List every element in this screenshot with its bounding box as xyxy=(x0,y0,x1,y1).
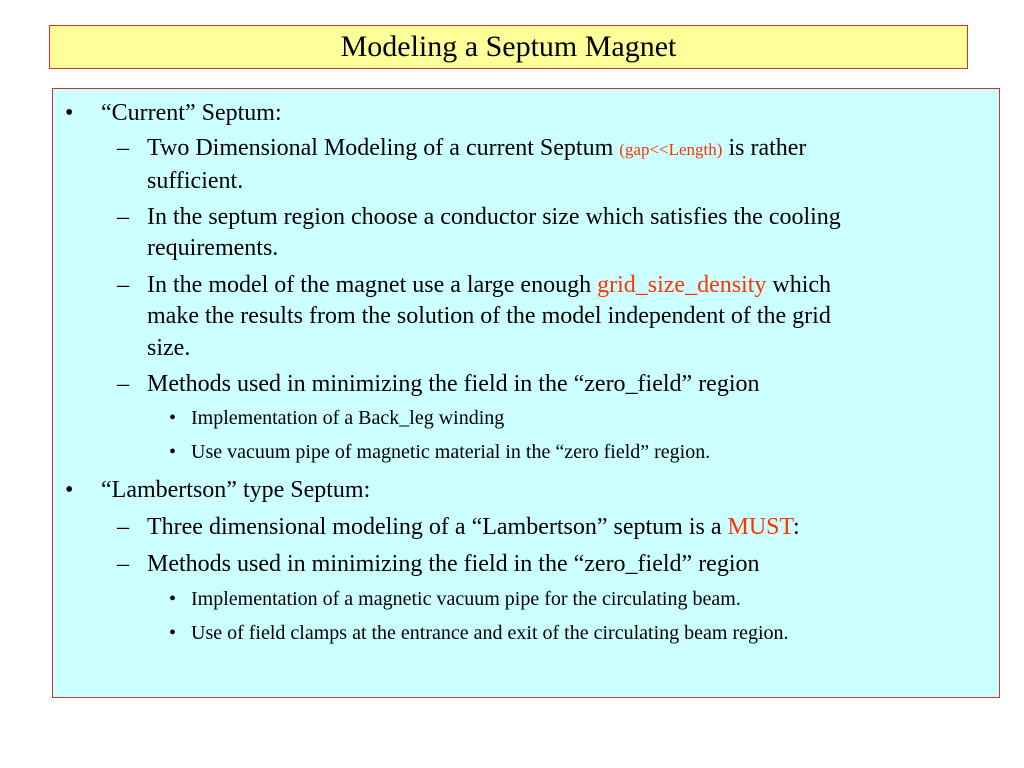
current-methods-sub1: Implementation of a Back_leg winding xyxy=(191,407,505,429)
three-dim-line xyxy=(147,515,800,539)
bullet-marker: • xyxy=(65,100,74,126)
gap-length-highlight: (gap<<Length) xyxy=(619,140,723,159)
two-dim-text-end: is rather xyxy=(722,135,807,161)
lambertson-heading: “Lambertson” type Septum: xyxy=(101,477,371,503)
current-methods-sub2: Use vacuum pipe of magnetic material in the “zero field” region. xyxy=(191,441,711,463)
bullet-marker: • xyxy=(169,622,177,644)
slide-title: Modeling a Septum Magnet xyxy=(340,30,677,63)
bullet-marker: • xyxy=(65,477,74,503)
grid-text: In the model of the magnet use a large enough xyxy=(147,272,598,298)
grid-line3: size. xyxy=(147,335,191,361)
dash-marker: – xyxy=(117,204,129,230)
dash-marker: – xyxy=(117,551,129,577)
three-dim-text-end: : xyxy=(792,514,800,540)
must-highlight: MUST xyxy=(727,514,793,540)
two-dim-text: Two Dimensional Modeling of a current Septum xyxy=(147,135,620,161)
title-box xyxy=(49,25,968,69)
two-dim-line2: sufficient. xyxy=(147,168,244,194)
lambertson-methods-sub2: Use of field clamps at the entrance and exit of the circulating beam region. xyxy=(191,622,789,644)
current-methods: Methods used in minimizing the field in the “zero_field” region xyxy=(147,371,760,397)
three-dim-text: Three dimensional modeling of a “Lambertson” septum is a xyxy=(147,514,728,540)
dash-marker: – xyxy=(117,514,129,540)
two-dim-line1 xyxy=(147,136,806,160)
current-septum-heading: “Current” Septum: xyxy=(101,100,282,126)
dash-marker: – xyxy=(117,135,129,161)
grid-line1 xyxy=(147,273,831,297)
conductor-line1: In the septum region choose a conductor size which satisfies the cooling xyxy=(147,204,841,230)
dash-marker: – xyxy=(117,272,129,298)
content-box xyxy=(52,88,1000,698)
grid-size-density-highlight: grid_size_density xyxy=(597,272,767,298)
grid-line2: make the results from the solution of the model independent of the grid xyxy=(147,303,831,329)
bullet-marker: • xyxy=(169,407,177,429)
bullet-marker: • xyxy=(169,441,177,463)
lambertson-methods: Methods used in minimizing the field in the “zero_field” region xyxy=(147,551,760,577)
dash-marker: – xyxy=(117,371,129,397)
grid-text-end: which xyxy=(766,272,832,298)
conductor-line2: requirements. xyxy=(147,235,279,261)
lambertson-methods-sub1: Implementation of a magnetic vacuum pipe for the circulating beam. xyxy=(191,588,741,610)
bullet-marker: • xyxy=(169,588,177,610)
